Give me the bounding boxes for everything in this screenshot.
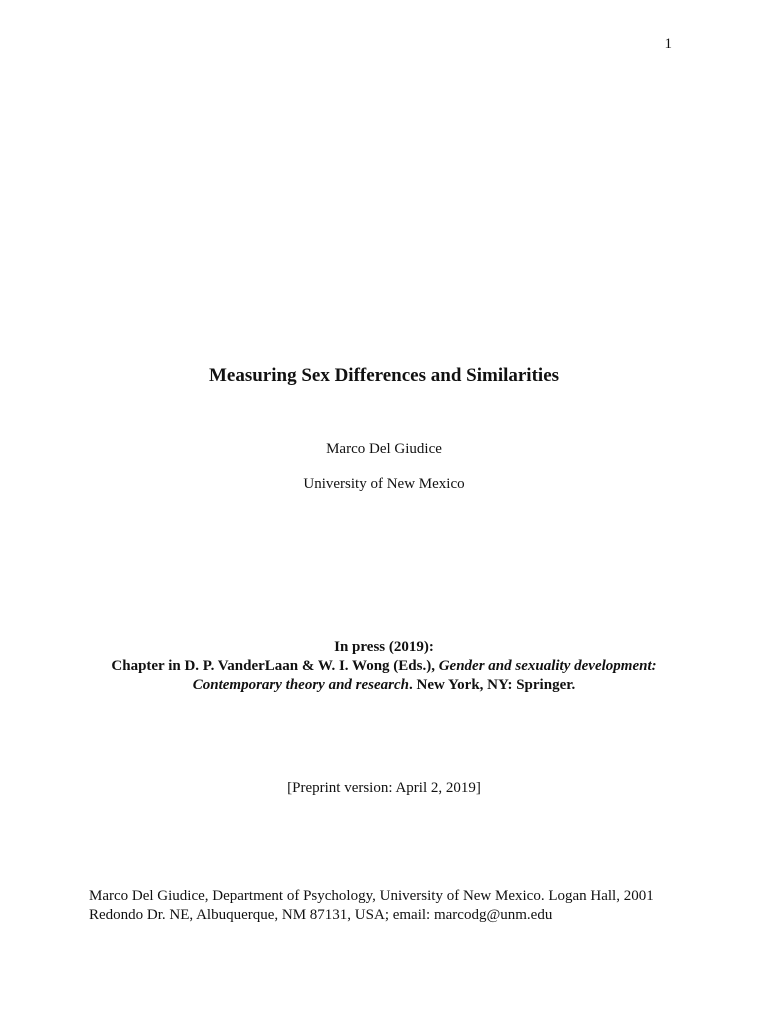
book-title-part-2: Contemporary theory and research [192,677,409,693]
chapter-citation-line-1 [0,657,768,676]
publication-info [0,638,768,695]
press-status: In press (2019): [334,639,434,655]
paper-title: Measuring Sex Differences and Similarities [208,365,560,386]
book-title-part-1: Gender and sexuality development: [438,658,657,674]
page-number: 1 [664,36,672,52]
author-name: Marco Del Giudice [326,441,442,457]
contact-line-2: Redondo Dr. NE, Albuquerque, NM 87131, USA; email: marcodg@unm.edu [89,907,553,923]
chapter-prefix: Chapter in D. P. VanderLaan & W. I. Wong (Eds.), [111,658,439,674]
author-affiliation: University of New Mexico [303,476,465,492]
publisher: . New York, NY: Springer. [409,677,576,693]
author-contact [89,887,709,925]
chapter-citation-line-2 [0,676,768,695]
preprint-version: [Preprint version: April 2, 2019] [287,780,481,796]
contact-line-1: Marco Del Giudice, Department of Psychology, University of New Mexico. Logan Hall, 2001 [89,888,654,904]
